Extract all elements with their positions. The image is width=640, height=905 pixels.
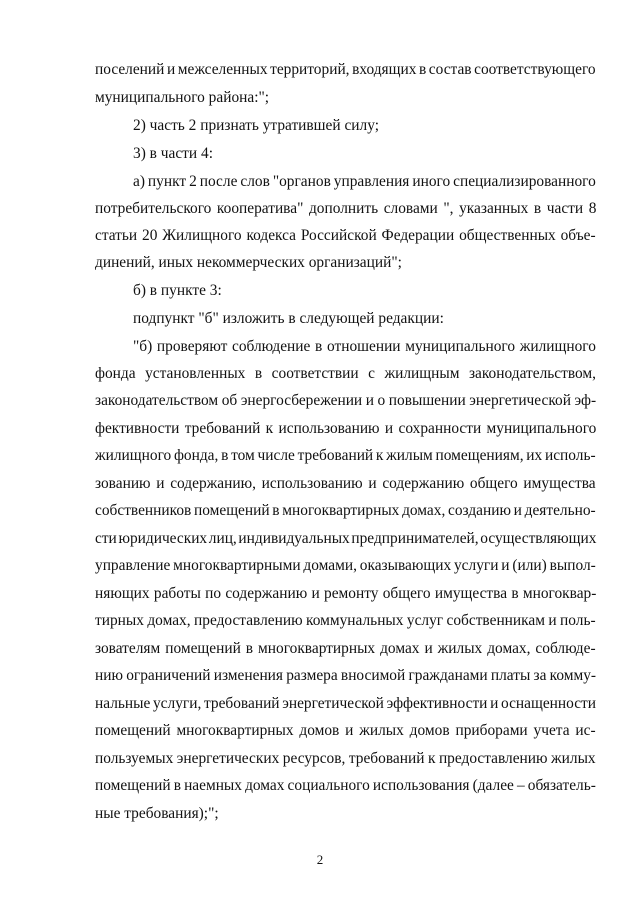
text-line: потребительского кооператива" дополнить словами ", указанных в части 8: [95, 200, 597, 217]
text-line: помещений в наемных домах социального использования (далее – обязатель-: [95, 777, 596, 794]
text-line: муниципального района:";: [95, 89, 270, 106]
text-line: фонда установленных в соответствии с жилищным законодательством,: [95, 365, 596, 382]
text-line: а) пункт 2 после слов "органов управления иного специализированного: [133, 173, 596, 190]
text-line: зованию и содержанию, использованию и содержанию общего имущества: [95, 475, 596, 492]
page-number: 2: [316, 852, 324, 867]
text-line: нию ограничений изменения размера вносимой гражданами платы за комму-: [95, 667, 597, 684]
text-line: динений, иных некоммерческих организаций";: [95, 254, 402, 271]
text-line: тирных домах, предоставлению коммунальных услуг собственникам и поль-: [95, 612, 596, 629]
text-line: управление многоквартирными домами, оказывающих услуги и (или) выпол-: [95, 557, 596, 574]
text-line: пользуемых энергетических ресурсов, требований к предоставлению жилых: [95, 750, 596, 767]
text-line: подпункт "б" изложить в следующей редакции:: [133, 310, 444, 327]
text-line: б) в пункте 3:: [133, 282, 222, 299]
text-line: законодательством об энергосбережении и о повышении энергетической эф-: [95, 392, 597, 409]
text-line: жилищного фонда, в том числе требований к жилым помещениям, их исполь-: [95, 447, 596, 464]
text-line: зователям помещений в многоквартирных домах и жилых домах, соблюде-: [95, 640, 596, 657]
text-line: няющих работы по содержанию и ремонту общего имущества в многоквар-: [95, 585, 597, 602]
text-line: поселений и межселенных территорий, входящих в состав соответствующего: [95, 61, 596, 78]
text-line: фективности требований к использованию и сохранности муниципального: [95, 420, 597, 437]
text-line: "б) проверяют соблюдение в отношении муниципального жилищного: [133, 338, 596, 355]
text-line: собственников помещений в многоквартирных домах, созданию и деятельно-: [95, 502, 596, 519]
text-line: ные требования);";: [95, 805, 219, 822]
text-line: нальные услуги, требований энергетической эффективности и оснащенности: [95, 695, 597, 712]
text-line: 2) часть 2 признать утратившей силу;: [133, 117, 379, 134]
text-line: статьи 20 Жилищного кодекса Российской Федерации общественных объе-: [95, 227, 596, 244]
text-line: помещений многоквартирных домов и жилых домов приборами учета ис-: [95, 722, 596, 739]
text-line: 3) в части 4:: [133, 145, 213, 162]
text-line: сти юридических лиц, индивидуальных предпринимателей, осуществляющих: [95, 530, 597, 547]
